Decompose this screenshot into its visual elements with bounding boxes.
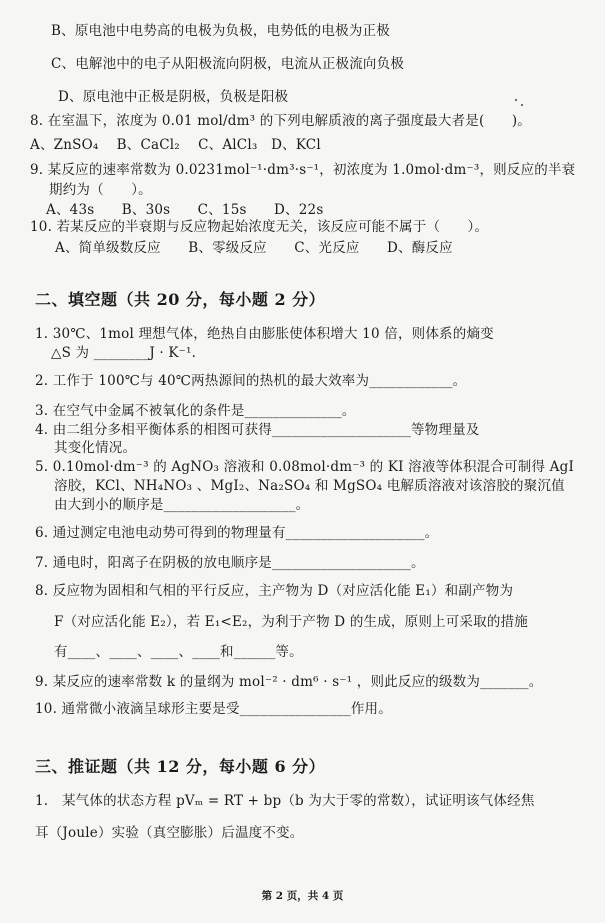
fill-q8-line2: F（对应活化能 E₂），若 E₁<E₂，为利于产物 D 的生成，原则上可采取的措施	[54, 614, 528, 630]
scan-speck	[521, 104, 523, 106]
fill-q7: 7. 通电时，阳离子在阴极的放电顺序是____________________。	[35, 555, 425, 571]
q7-option-d: D、原电池中正极是阴极，负极是阳极	[58, 89, 289, 105]
q10-stem: 10. 若某反应的半衰期与反应物起始浓度无关，该反应可能不属于（ ）。	[30, 219, 489, 235]
fill-q2: 2. 工作于 100℃与 40℃两热源间的热机的最大效率为____________。	[35, 373, 467, 389]
q9-options: A、43s B、30s C、15s D、22s	[46, 202, 324, 218]
fill-q4-line1: 4. 由二组分多相平衡体系的相图可获得____________________等物理量及	[35, 422, 480, 438]
fill-q5-line3: 由大到小的顺序是___________________。	[54, 497, 310, 513]
fill-q5-line1: 5. 0.10mol·dm⁻³ 的 AgNO₃ 溶液和 0.08mol·dm⁻³ 的 KI 溶液等体积混合可制得 AgI	[35, 459, 574, 475]
proof-q1-line1: 1. 某气体的状态方程 pVₘ = RT + bp（b 为大于零的常数），试证明该气体经焦	[35, 793, 535, 809]
q7-option-b: B、原电池中电势高的电极为负极，电势低的电极为正极	[51, 23, 390, 39]
fill-q8-line3: 有____、____、____、____和______等。	[54, 644, 303, 660]
section2-title: 二、填空题（共 20 分，每小题 2 分）	[35, 290, 326, 309]
q10-options: A、简单级数反应 B、零级反应 C、光反应 D、酶反应	[55, 240, 453, 256]
fill-q1-line1: 1. 30℃、1mol 理想气体，绝热自由膨胀使体积增大 10 倍，则体系的熵变	[35, 326, 494, 342]
q8-options: A、ZnSO₄ B、CaCl₂ C、AlCl₃ D、KCl	[30, 137, 321, 153]
scan-speck	[515, 99, 517, 101]
page-footer: 第 2 页，共 4 页	[261, 890, 344, 902]
q9-stem-line1: 9. 某反应的速率常数为 0.0231mol⁻¹·dm³·s⁻¹，初浓度为 1.0mol·dm⁻³，则反应的半衰	[30, 162, 576, 178]
fill-q1-line2: △S 为 ________J · K⁻¹.	[51, 345, 197, 361]
fill-q5-line2: 溶胶，KCl、NH₄NO₃ 、MgI₂、Na₂SO₄ 和 MgSO₄ 电解质溶液对该溶胶的聚沉值	[54, 478, 565, 494]
q8-stem: 8. 在室温下，浓度为 0.01 mol/dm³ 的下列电解质液的离子强度最大者是( )。	[30, 113, 531, 129]
fill-q3: 3. 在空气中金属不被氧化的条件是______________。	[35, 403, 356, 419]
proof-q1-line2: 耳（Joule）实验（真空膨胀）后温度不变。	[35, 825, 304, 841]
q7-option-c: C、电解池中的电子从阳极流向阴极，电流从正极流向负极	[51, 56, 405, 72]
fill-q4-line2: 其变化情况。	[54, 440, 137, 456]
fill-q10: 10. 通常微小液滴呈球形主要是受________________作用。	[35, 701, 392, 717]
fill-q8-line1: 8. 反应物为固相和气相的平行反应，主产物为 D（对应活化能 E₁）和副产物为	[35, 583, 514, 599]
fill-q9: 9. 某反应的速率常数 k 的量纲为 mol⁻² · dm⁶ · s⁻¹ ，则此反应的级数为_______。	[35, 674, 543, 690]
fill-q6: 6. 通过测定电池电动势可得到的物理量有____________________。	[35, 525, 439, 541]
section3-title: 三、推证题（共 12 分，每小题 6 分）	[35, 757, 326, 776]
q9-stem-line2: 期约为（ ）。	[49, 182, 152, 198]
